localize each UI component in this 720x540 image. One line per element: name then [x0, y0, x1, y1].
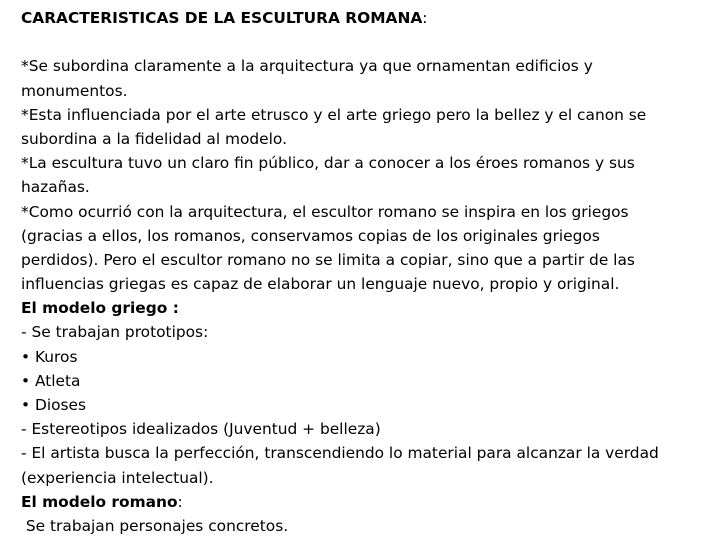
greek-model-heading	[21, 296, 701, 320]
text-line: *La escultura tuvo un claro fin público, dar a conocer a los éroes romanos y sus	[21, 154, 635, 173]
paragraph-subordination	[21, 54, 701, 102]
list-item: Se trabajan personajes concretos.	[21, 516, 289, 535]
list-item: • Atleta	[21, 371, 81, 390]
text-line: subordina a la fidelidad al modelo.	[21, 129, 287, 148]
text-line: (gracias a ellos, los romanos, conservamos copias de los originales griegos	[21, 226, 600, 245]
list-item: (experiencia intelectual).	[21, 468, 214, 487]
paragraph-influence	[21, 103, 701, 151]
list-item: • Dioses	[21, 396, 87, 414]
title-text: CARACTERISTICAS DE LA ESCULTURA ROMANA	[21, 9, 423, 27]
paragraph-public-purpose	[21, 151, 701, 199]
text-line: hazañas.	[21, 178, 90, 197]
greek-model-heading-text: El modelo griego	[21, 299, 168, 318]
text-line: *Como ocurrió con la arquitectura, el escultor romano se inspira en los griegos	[21, 202, 629, 221]
text-line: influencias griegas es capaz de elaborar un lenguaje nuevo, propio y original.	[21, 275, 620, 294]
roman-model-heading-text: El modelo romano	[21, 492, 178, 511]
spacer	[21, 30, 701, 54]
text-line: *Esta influenciada por el arte etrusco y el arte griego pero la bellez y el canon se	[21, 105, 647, 124]
title-colon: :	[422, 9, 428, 27]
roman-model-heading-colon: :	[177, 492, 183, 511]
greek-model-heading-colon: :	[167, 299, 179, 318]
section-greek-model	[21, 296, 701, 490]
text-line: perdidos). Pero el escultor romano no se limita a copiar, sino que a partir de las	[21, 250, 635, 269]
list-item: - Estereotipos idealizados (Juventud + belleza)	[21, 420, 381, 439]
list-item: - Se trabajan prototipos:	[21, 323, 209, 342]
document-title	[21, 6, 701, 30]
text-line: *Se subordina claramente a la arquitectura ya que ornamentan edificios y	[21, 57, 593, 76]
paragraph-greek-inspiration	[21, 200, 701, 297]
document-page	[21, 6, 701, 538]
text-line: monumentos.	[21, 81, 128, 100]
roman-model-heading	[21, 490, 701, 514]
section-roman-model	[21, 490, 701, 538]
list-item: - El artista busca la perfección, transcendiendo lo material para alcanzar la verdad	[21, 444, 659, 463]
list-item: • Kuros	[21, 347, 78, 366]
